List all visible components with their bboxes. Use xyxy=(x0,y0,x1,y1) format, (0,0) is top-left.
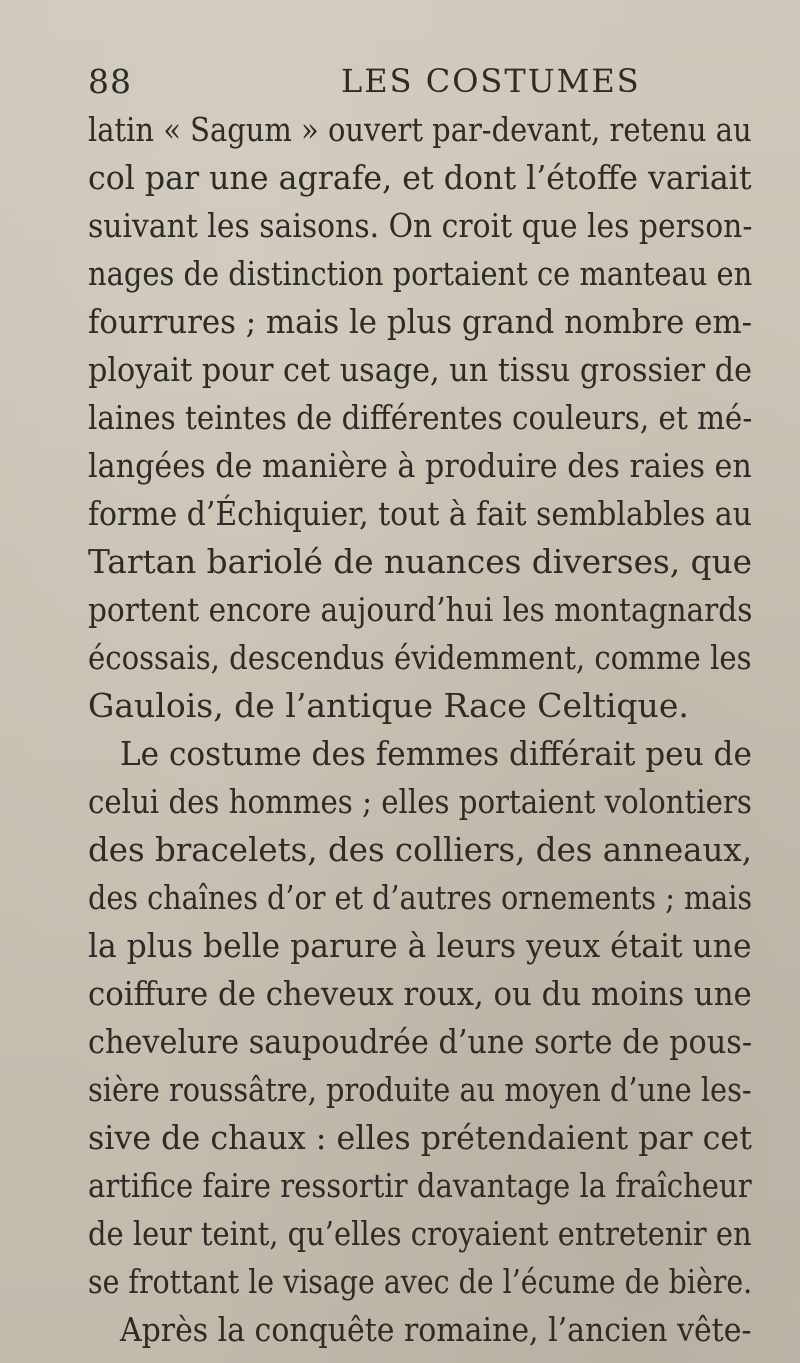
text-line: laines teintes de différentes couleurs, et mé- xyxy=(88,398,753,437)
paragraph-start-line: Le costume des femmes différait peu de xyxy=(120,734,752,773)
text-line: latin « Sagum » ouvert par-devant, retenu au xyxy=(88,110,752,149)
text-line: se frottant le visage avec de l’écume de bière. xyxy=(88,1262,753,1301)
text-line: langées de manière à produire des raies en xyxy=(88,446,752,485)
text-line: Tartan bariolé de nuances diverses, que xyxy=(88,542,753,581)
page-number: 88 xyxy=(88,62,132,101)
text-line: sive de chaux : elles prétendaient par cet xyxy=(88,1118,752,1157)
running-title: LES COSTUMES xyxy=(341,62,641,100)
text-line: des chaînes d’or et d’autres ornements ; mais xyxy=(88,878,753,917)
text-line: fourrures ; mais le plus grand nombre em- xyxy=(88,302,753,341)
page-header xyxy=(88,62,748,106)
text-line: artifice faire ressortir davantage la fraîcheur xyxy=(88,1166,752,1205)
text-line: écossais, descendus évidemment, comme les xyxy=(88,638,752,677)
text-line: chevelure saupoudrée d’une sorte de pous- xyxy=(88,1022,753,1061)
text-line: portent encore aujourd’hui les montagnards xyxy=(88,590,753,629)
text-line: coiffure de cheveux roux, ou du moins une xyxy=(88,974,752,1013)
paragraph-start-line: Après la conquête romaine, l’ancien vête- xyxy=(120,1310,752,1349)
text-line: col par une agrafe, et dont l’étoffe variait xyxy=(88,158,752,197)
text-line: nages de distinction portaient ce manteau en xyxy=(88,254,753,293)
text-line: des bracelets, des colliers, des anneaux, xyxy=(88,830,753,869)
text-line: la plus belle parure à leurs yeux était une xyxy=(88,926,752,965)
text-line: suivant les saisons. On croit que les person- xyxy=(88,206,753,245)
text-line: ployait pour cet usage, un tissu grossier de xyxy=(88,350,752,389)
text-line: forme d’Échiquier, tout à fait semblables au xyxy=(88,494,752,533)
text-line: de leur teint, qu’elles croyaient entretenir en xyxy=(88,1214,752,1253)
text-line: sière roussâtre, produite au moyen d’une les- xyxy=(88,1070,752,1109)
text-line: Gaulois, de l’antique Race Celtique. xyxy=(88,686,689,725)
text-line: celui des hommes ; elles portaient volontiers xyxy=(88,782,752,821)
